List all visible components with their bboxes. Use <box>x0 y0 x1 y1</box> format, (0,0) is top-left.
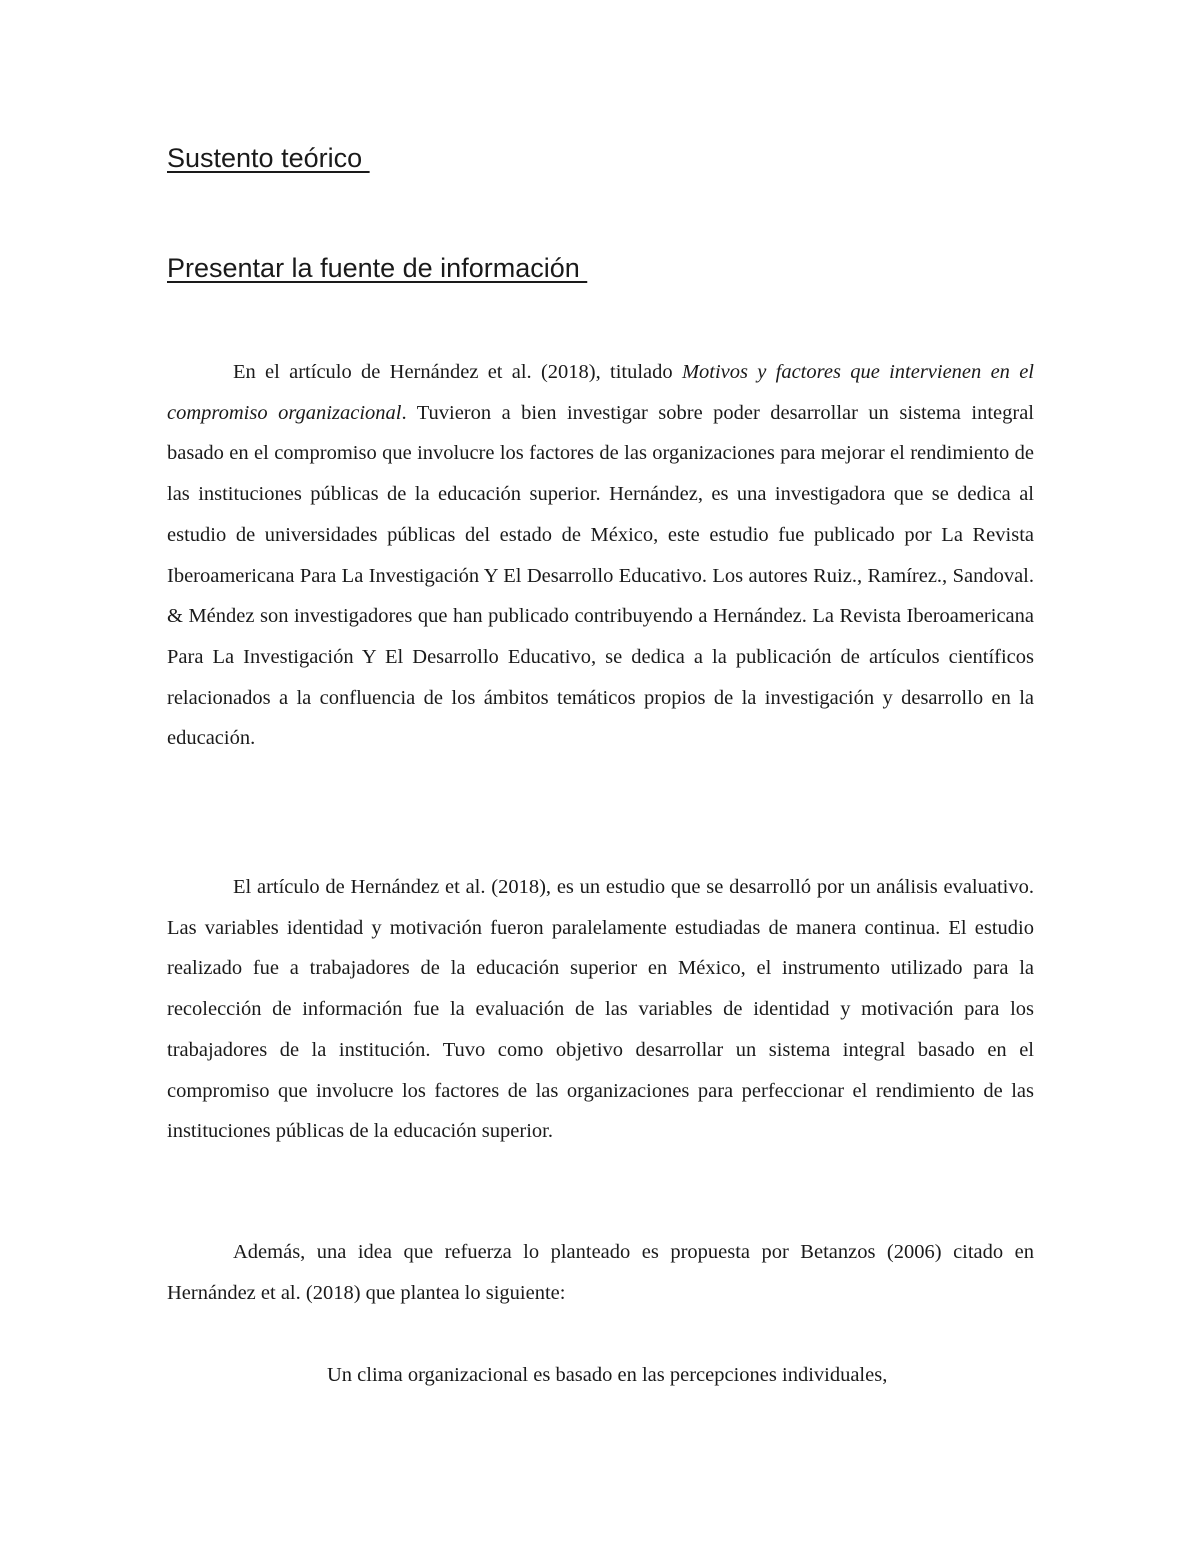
paragraph-citation-intro: Además, una idea que refuerza lo planteado es propuesta por Betanzos (2006) citado en Hernández et al. (2018) que plantea lo siguiente: <box>167 1241 1034 1304</box>
paragraph-text-intro: En el artículo de Hernández et al. (2018), titulado <box>233 361 682 383</box>
section-heading-fuente: Presentar la fuente de información <box>167 253 588 283</box>
block-quote-line: Un clima organizacional es basado en las percepciones individuales, <box>327 1364 888 1386</box>
paragraph-source-presentation <box>167 352 1034 759</box>
section-heading-sustento: Sustento teórico <box>167 143 370 173</box>
paragraph-text-body: . Tuvieron a bien investigar sobre poder desarrollar un sistema integral basado en el compromiso que involucre los factores de las organizaciones para mejorar el rendimiento de las instituciones públicas de la educación superior. Hernández, es una investigadora que se dedica al estudio de universidades públicas del estado de México, este estudio fue publicado por La Revista Iberoamericana Para La Investigación Y El Desarrollo Educativo. Los autores Ruiz., Ramírez., Sandoval. & Méndez son investigadores que han publicado contribuyendo a Hernández. La Revista Iberoamericana Para La Investigación Y El Desarrollo Educativo, se dedica a la publicación de artículos científicos relacionados a la confluencia de los ámbitos temáticos propios de la investigación y desarrollo en la educación. <box>167 401 1034 750</box>
paragraph-study-description: El artículo de Hernández et al. (2018), es un estudio que se desarrolló por un análisis evaluativo. Las variables identidad y motivación fueron paralelamente estudiadas de manera continua. El estudio realizado fue a trabajadores de la educación superior en México, el instrumento utilizado para la recolección de información fue la evaluación de las variables de identidad y motivación para los trabajadores de la institución. Tuvo como objetivo desarrollar un sistema integral basado en el compromiso que involucre los factores de las organizaciones para perfeccionar el rendimiento de las instituciones públicas de la educación superior. <box>167 876 1034 1143</box>
article-title: Motivos y factores que intervienen en el compromiso organizacional <box>167 361 1034 424</box>
